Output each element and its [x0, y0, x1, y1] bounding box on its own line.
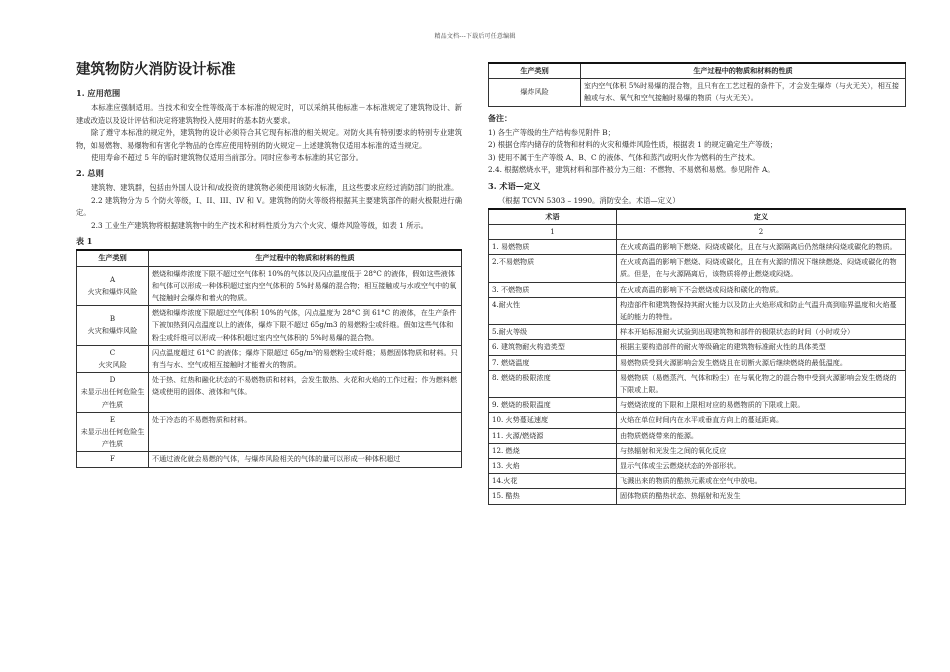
- definition-cell: 易燃物质（易燃蒸汽、气体和粉尘）在与氧化物之的混合物中受到火源影响会发生燃烧的下限或上限。: [617, 370, 906, 397]
- section-1-para: 使用寿命不超过 5 年的临时建筑物仅适用当前部分。同时应参考本标准的其它部分。: [91, 153, 363, 163]
- table-header-cell: 术语: [489, 209, 617, 225]
- column-number-cell: 2: [617, 224, 906, 239]
- term-cell: 5.耐火等级: [489, 325, 617, 340]
- section-2-para: 建筑物、建筑群，包括由外国人设计和/或投资的建筑物必须使用该防火标准，且这些要求应经过消防部门的批准。: [91, 182, 459, 192]
- term-cell: 11. 火源/燃烧源: [489, 428, 617, 443]
- table-header-row: [489, 63, 906, 79]
- table-row: [489, 325, 906, 340]
- table-row: [489, 239, 906, 254]
- definition-cell: 在火或高温的影响下燃烧、闷烧或碳化，且在与火源隔离后仍然继续闷烧或碳化的物质。: [617, 239, 906, 254]
- table-row: [489, 398, 906, 413]
- definition-cell: 在火或高温的影响下不会燃烧或闷烧和碳化的物质。: [617, 282, 906, 297]
- table-row: [489, 297, 906, 324]
- term-cell: 1. 易燃物质: [489, 239, 617, 254]
- table-row: [77, 306, 462, 346]
- table-header-cell: 定义: [617, 209, 906, 225]
- table-row: [489, 443, 906, 458]
- term-cell: 2.不易燃物质: [489, 255, 617, 282]
- table-row: [489, 413, 906, 428]
- section-1-heading: 1. 应用范围: [76, 88, 121, 98]
- definition-cell: 样本开始标准耐火试验到出现建筑物和部件的极限状态的时间（小时或分）: [617, 325, 906, 340]
- description-cell: 处于热、红热和融化状态的不易燃物质和材料，会发生散热、火花和火焰的工作过程；作为燃料燃烧或使用的固体、液体和气体。: [149, 373, 462, 413]
- table-row: [489, 282, 906, 297]
- term-cell: 14.火花: [489, 474, 617, 489]
- note-item: 2) 根据仓库内储存的货物和材料的火灾和爆炸风险性质，根据表 1 的规定确定生产等级；: [488, 140, 778, 150]
- table-header-cell: 生产过程中的物质和材料的性质: [149, 250, 462, 266]
- table-number-row: [489, 224, 906, 239]
- para-2-4: 2.4. 根据燃烧水平，建筑材料和部件被分为三组：不燃物、不易燃和易燃。参见附件 A。: [488, 165, 775, 175]
- term-cell: 12. 燃烧: [489, 443, 617, 458]
- table-header-row: [489, 209, 906, 225]
- table-row: [489, 459, 906, 474]
- table-row: [489, 355, 906, 370]
- page-header: 精品文档---下载后可任意编辑: [434, 33, 516, 40]
- production-category-table-continued: [488, 62, 906, 107]
- production-category-table: [76, 249, 462, 467]
- term-cell: 3. 不燃物质: [489, 282, 617, 297]
- table-row: [77, 452, 462, 467]
- definition-cell: 火焰在单位时间内在水平或垂直方向上的蔓延距离。: [617, 413, 906, 428]
- term-cell: 9. 燃烧的极限温度: [489, 398, 617, 413]
- table-row: [489, 370, 906, 397]
- table-row: [489, 340, 906, 355]
- table-header-cell: 生产过程中的物质和材料的性质: [581, 63, 906, 79]
- category-cell: B 火灾和爆炸风险: [77, 306, 149, 346]
- term-cell: 15. 酷热: [489, 489, 617, 504]
- definition-cell: 由物质燃烧带来的能源。: [617, 428, 906, 443]
- description-cell: 室内空气体积 5%时易爆的混合物，且只有在工艺过程的条件下，才会发生爆炸（与火无关），相互接触或与水、氧气和空气接触时易爆的物质（与火无关）。: [581, 79, 906, 106]
- document-title: 建筑物防火消防设计标准: [76, 62, 236, 78]
- description-cell: 处于冷态的不易燃物质和材料。: [149, 412, 462, 452]
- right-column: [488, 62, 906, 505]
- terms-table: [488, 208, 906, 505]
- table-row: [77, 345, 462, 372]
- table-header-row: [77, 250, 462, 266]
- section-2-para: 2.2 建筑物分为 5 个防火等级，I、II、III、IV 和 V。建筑物的防火等级将根据其主要建筑部件的耐火极限进行确定。: [76, 195, 462, 218]
- category-cell: D 未显示出任何危险生产性质: [77, 373, 149, 413]
- definition-cell: 构造部件和建筑物保持其耐火能力以及防止火焰形成和防止气温升高到临界温度和火焰蔓延的能力的特性。: [617, 297, 906, 324]
- section-3-heading: 3. 术语—定义: [488, 180, 541, 191]
- section-1-para: 本标准应强制适用。当技术和安全性等级高于本标准的规定时，可以采纳其他标准－本标准规定了建筑物设计、新建或改造以及设计评估和决定将建筑物投入使用时的基本防火要求。: [76, 103, 462, 125]
- definition-cell: 固体物质的酷热状态、热辐射和光发生: [617, 489, 906, 504]
- table-1-label: 表 1: [76, 236, 93, 247]
- table-row: [77, 266, 462, 306]
- definition-cell: 与热辐射和光发生之间的氧化反应: [617, 443, 906, 458]
- term-cell: 8. 燃烧的极限浓度: [489, 370, 617, 397]
- left-column: [76, 54, 462, 468]
- table-row: [77, 412, 462, 452]
- table-header-cell: 生产类别: [489, 63, 581, 79]
- table-row: [77, 373, 462, 413]
- section-2-para: 2.3 工业生产建筑物将根据建筑物中的生产技术和材料性质分为六个火灾、爆炸风险等级，如表 1 所示。: [91, 220, 428, 230]
- description-cell: 燃烧和爆炸浓度下限超过空气体积 10%的气体，闪点温度为 28°C 到 61°C 的液体，在生产条件下被加热到闪点温度以上的液体，爆炸下限不超过 65g/m3 的易燃粉尘或纤维。假如这些气体和粉尘或纤维可以形成一种体积超过室内空气体积的 5%时易爆的混合物。: [149, 306, 462, 346]
- term-cell: 7. 燃烧温度: [489, 355, 617, 370]
- definition-cell: 显示气体或尘云燃烧状态的外部形状。: [617, 459, 906, 474]
- definition-cell: 飞溅出来的物质的酷热元素或在空气中放电。: [617, 474, 906, 489]
- category-cell: 爆炸风险: [489, 79, 581, 106]
- table-header-cell: 生产类别: [77, 250, 149, 266]
- section-2-heading: 2. 总则: [76, 167, 104, 178]
- table-row: [489, 255, 906, 282]
- section-1-para: 除了遵守本标准的规定外，建筑物的设计必须符合其它现有标准的相关规定。对防火具有特别要求的特别专业建筑物，如易燃物、易爆物和有害化学物品的仓库应使用特别的防火规定－上述建筑物仅适用本标准的适当规定。: [76, 128, 462, 150]
- column-number-cell: 1: [489, 224, 617, 239]
- description-cell: 闪点温度超过 61°C 的液体；爆炸下限超过 65g/m³的易燃粉尘或纤维；易燃固体物质和材料。只有当与水、空气或相互接触时才能着火的物质。: [149, 345, 462, 372]
- table-row: [489, 474, 906, 489]
- category-cell: F: [77, 452, 149, 467]
- notes-heading: 备注：: [488, 112, 512, 123]
- table-row: [489, 79, 906, 106]
- term-cell: 13. 火焰: [489, 459, 617, 474]
- section-3-subtitle: （根据 TCVN 5303 – 1990。消防安全。术语—定义）: [498, 195, 680, 205]
- category-cell: E 未显示出任何危险生产性质: [77, 412, 149, 452]
- definition-cell: 易燃物质受到火源影响会发生燃烧且在切断火源后继续燃烧的最低温度。: [617, 355, 906, 370]
- definition-cell: 根据主要构造部件的耐火等级确定的建筑物标准耐火性的具体类型: [617, 340, 906, 355]
- table-row: [489, 489, 906, 504]
- definition-cell: 在火或高温的影响下燃烧、闷烧或碳化，且在有火源的情况下继续燃烧、闷烧或碳化的物质。但是，在与火源隔离后，该物质将停止燃烧或闷烧。: [617, 255, 906, 282]
- description-cell: 燃烧和爆炸浓度下限不超过空气体积 10%的气体以及闪点温度低于 28°C 的液体，假如这些液体和气体可以形成一种体积超过室内空气体积的 5%时易爆的混合物；相互接触或与水或空气中的氧气接触时会爆炸和着火的物质。: [149, 266, 462, 306]
- term-cell: 10. 火势蔓延速度: [489, 413, 617, 428]
- table-row: [489, 428, 906, 443]
- note-item: 1) 各生产等级的生产结构参见附件 B；: [488, 127, 615, 137]
- definition-cell: 与燃烧浓度的下限和上限相对应的易燃物质的下限或上限。: [617, 398, 906, 413]
- description-cell: 不通过液化就会易燃的气体，与爆炸风险相关的气体的量可以形成一种体积超过: [149, 452, 462, 467]
- category-cell: C 火灾风险: [77, 345, 149, 372]
- category-cell: A 火灾和爆炸风险: [77, 266, 149, 306]
- term-cell: 6. 建筑物耐火构造类型: [489, 340, 617, 355]
- term-cell: 4.耐火性: [489, 297, 617, 324]
- note-item: 3) 使用不属于生产等级 A、B、C 的液体、气体和蒸汽或明火作为燃料的生产技术。: [488, 152, 760, 162]
